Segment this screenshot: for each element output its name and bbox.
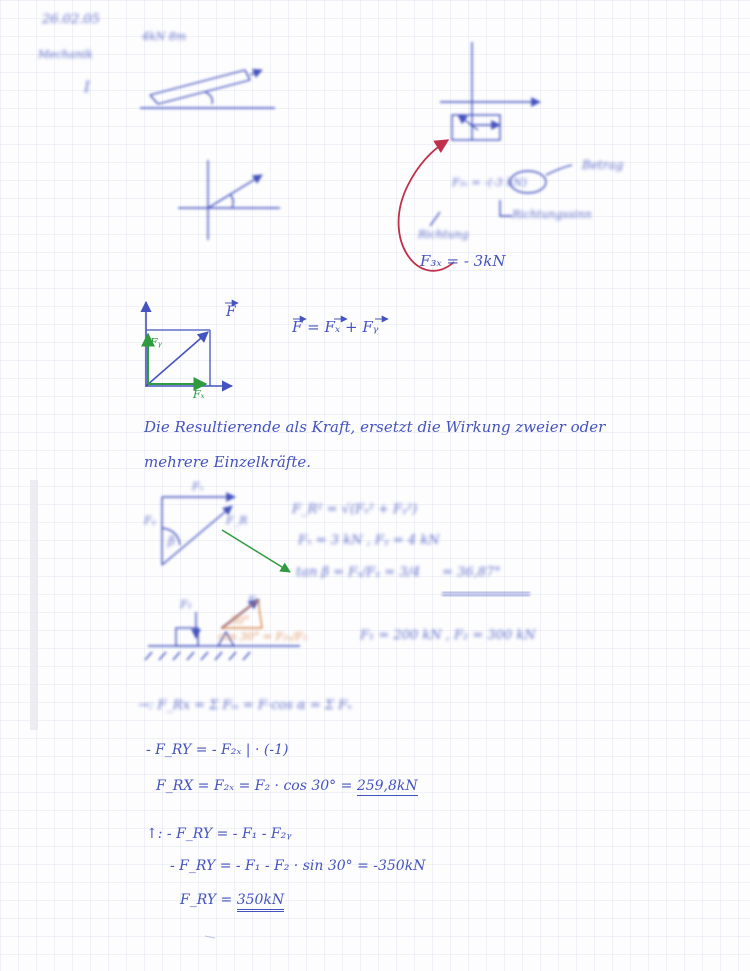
beam-label: 4kN 8m [142, 30, 187, 43]
calc-line-3: ↑: - F_RY = - F₁ - F₂ᵧ [146, 826, 292, 842]
f3x-result: F₃ₓ = - 3kN [420, 252, 506, 270]
vector-f-label: F [226, 304, 236, 320]
calc-line-2-result: 259,8kN [356, 778, 418, 794]
calc-line-2-lhs: F_RX = F₂ₓ = F₂ · cos 30° = [156, 778, 353, 794]
horizontal-sum-equation: →: F_Rx = Σ Fᵢₓ = F·cos α = Σ Fₓ [138, 698, 352, 713]
page-edge-shade [30, 480, 38, 730]
coordinate-sketch [178, 160, 280, 240]
support-angle-label: 30° [230, 614, 250, 627]
calc-line-2 [156, 778, 418, 794]
f3x-main-label: F₃ₓ = -(-3 kN) [452, 176, 527, 189]
triangle-fy-label: Fᵧ [144, 514, 156, 527]
calc-line-5 [180, 892, 284, 908]
calc-line-5-result: 350kN [237, 892, 284, 912]
triangle-fx-label: Fₓ [192, 480, 204, 493]
given-components: Fₓ = 3 kN , Fᵧ = 4 kN [298, 533, 440, 548]
date-label: 26.02.05 [42, 12, 100, 27]
result-double-underline [442, 592, 530, 596]
angle-result: = 36,87° [442, 565, 501, 580]
annotation-betrag: Betrag [582, 158, 624, 172]
orange-cos-formula: cos 30° = F₂ₓ/F₂ [218, 630, 308, 643]
pencil-mark [205, 936, 215, 938]
definition-line-2: mehrere Einzelkräfte. [144, 453, 312, 471]
force-box-sketch [430, 42, 572, 226]
vector-fy-label: Fᵧ [150, 336, 162, 349]
calc-line-1: - F_RY = - F₂ₓ | · (-1) [146, 742, 289, 758]
triangle-beta-label: β [168, 534, 175, 548]
section-roman-numeral: I [84, 78, 90, 96]
given-forces: F₁ = 200 kN , F₂ = 300 kN [360, 628, 536, 643]
subject-label: Mechanik [38, 48, 93, 61]
annotation-richtung: Richtung [418, 228, 469, 241]
triangle-fr-label: F_R [226, 514, 248, 527]
vector-fx-label: Fₓ [193, 388, 205, 401]
decomposition-diagram [146, 302, 388, 387]
vector-sum-equation: F = Fₓ + Fᵧ [292, 318, 379, 336]
support-f1-label: F₁ [180, 598, 193, 611]
calc-line-5-lhs: F_RY = [180, 892, 233, 908]
green-pointer-arrow [222, 530, 290, 572]
support-f2-label: F₂ [248, 594, 261, 607]
annotation-richtungssinn: Richtungssinn [512, 208, 592, 221]
calc-line-4: - F_RY = - F₁ - F₂ · sin 30° = -350kN [170, 858, 426, 874]
definition-line-1: Die Resultierende als Kraft, ersetzt die Wirkung zweier oder [144, 418, 606, 436]
inclined-beam-sketch [140, 70, 275, 108]
resultant-magnitude-equation: F_R² = √(Fₓ² + Fᵧ²) [292, 502, 418, 517]
angle-equation: tan β = Fₓ/Fᵧ = 3/4 [296, 565, 421, 580]
